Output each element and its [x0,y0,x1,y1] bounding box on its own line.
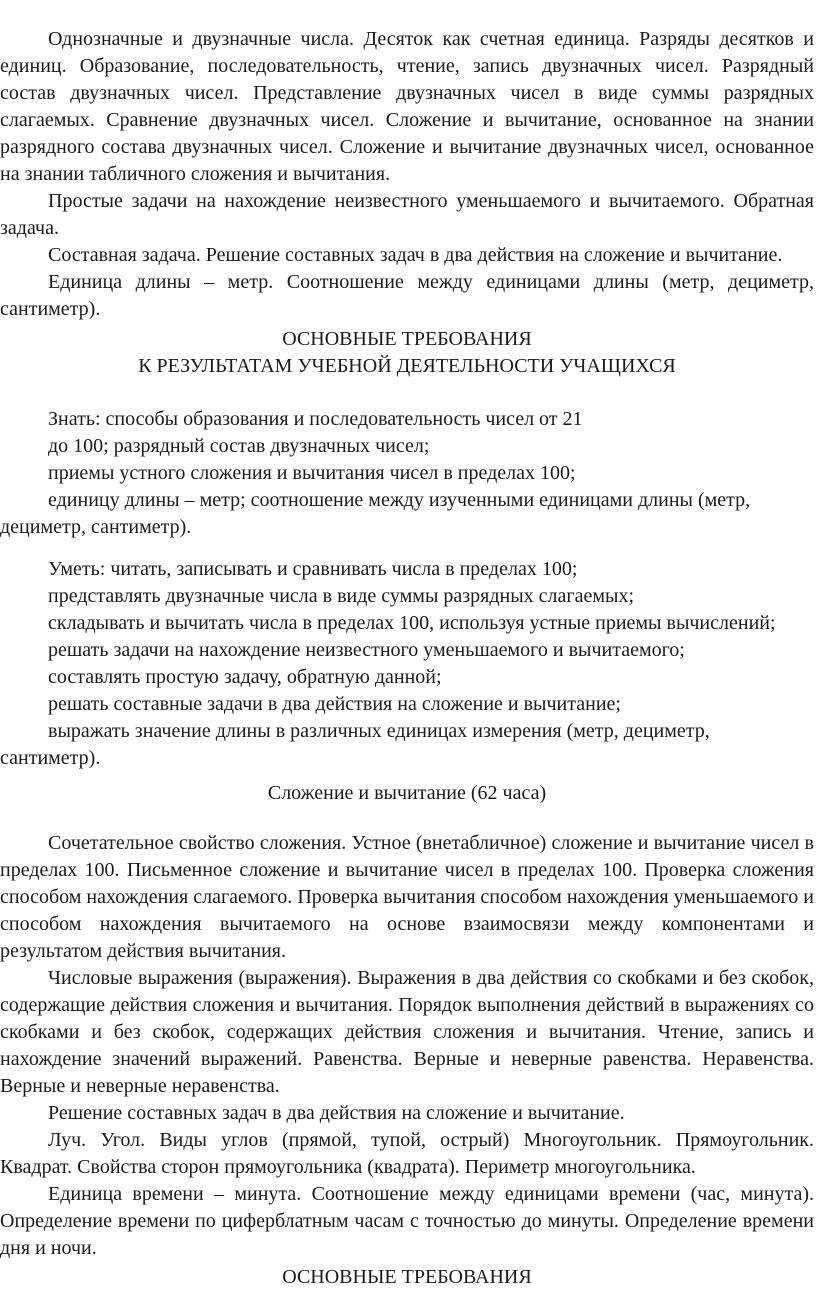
know-line: приемы устного сложения и вычитания чисел в пределах 100; [48,462,576,484]
bottom-heading-block [0,1264,814,1291]
can-list [0,556,814,772]
know-line: единицу длины – метр; соотношение между изученными единицами длины (метр, [48,489,751,511]
know-line: дециметр, сантиметр). [0,516,192,538]
section-body [0,830,814,1262]
section-paragraph: Луч. Угол. Виды углов (прямой, тупой, острый) Многоугольник. Прямоугольник. Квадрат. Свойства сторон прямоугольника (квадрата). Периметр многоугольника. [0,1129,814,1178]
requirements-heading [0,326,814,380]
heading-line-1: ОСНОВНЫЕ ТРЕБОВАНИЯ [282,328,532,350]
heading-line-2: К РЕЗУЛЬТАТАМ УЧЕБНОЙ ДЕЯТЕЛЬНОСТИ УЧАЩИХСЯ [138,355,676,377]
can-line: сантиметр). [0,747,101,769]
section-paragraph: Числовые выражения (выражения). Выражения в два действия со скобками и без скобок, содержащие действия сложения и вычитания. Порядок выполнения действий в выражениях со скобками и без скобок, содержащих действия сложения и вычитания. Чтение, запись и нахождение значений выражений. Равенства. Верные и неверные равенства. Неравенства. Верные и неверные неравенства. [0,967,814,1097]
intro-section [0,26,814,323]
section-paragraph: Сочетательное свойство сложения. Устное (внетабличное) сложение и вычитание чисел в пределах 100. Письменное сложение и вычитание чисел в пределах 100. Проверка сложения способом нахождения слагаемого. Проверка вычитания способом нахождения уменьшаемого и способом нахождения вычитаемого на основе взаимосвязи между компонентами и результатом действия вычитания. [0,832,814,962]
bottom-heading: ОСНОВНЫЕ ТРЕБОВАНИЯ [282,1266,532,1288]
section-paragraph: Решение составных задач в два действия на сложение и вычитание. [48,1102,625,1124]
know-list [0,406,814,541]
can-line: решать задачи на нахождение неизвестного уменьшаемого и вычитаемого; [48,639,685,661]
can-line: складывать и вычитать числа в пределах 100, используя устные приемы вычислений; [48,612,776,634]
intro-paragraph: Однозначные и двузначные числа. Десяток как счетная единица. Разряды десятков и единиц. Образование, последовательность, чтение, запись двузначных чисел. Разрядный состав двузначных чисел. Представление двузначных чисел в виде суммы разрядных слагаемых. Сравнение двузначных чисел. Сложение и вычитание, основанное на знании разрядного состава двузначных чисел. Сложение и вычитание двузначных чисел, основанное на знании табличного сложения и вычитания. [0,28,814,185]
can-line: выражать значение длины в различных единицах измерения (метр, дециметр, [48,720,710,742]
section-title-block [0,780,814,807]
can-line: представлять двузначные числа в виде суммы разрядных слагаемых; [48,585,635,607]
know-line: до 100; разрядный состав двузначных чисел; [48,435,430,457]
intro-paragraph: Составная задача. Решение составных задач в два действия на сложение и вычитание. [48,244,783,266]
can-line: решать составные задачи в два действия на сложение и вычитание; [48,693,621,715]
section-title: Сложение и вычитание (62 часа) [267,782,547,804]
intro-paragraph: Единица длины – метр. Соотношение между единицами длины (метр, дециметр, сантиметр). [0,271,814,320]
can-line: составлять простую задачу, обратную данной; [48,666,442,688]
know-line: Знать: способы образования и последовательность чисел от 21 [48,408,583,430]
can-line: Уметь: читать, записывать и сравнивать числа в пределах 100; [48,558,578,580]
section-paragraph: Единица времени – минута. Соотношение между единицами времени (час, минута). Определение времени по циферблатным часам с точностью до минуты. Определение времени дня и ночи. [0,1183,814,1259]
intro-paragraph: Простые задачи на нахождение неизвестного уменьшаемого и вычитаемого. Обратная задача. [0,190,814,239]
